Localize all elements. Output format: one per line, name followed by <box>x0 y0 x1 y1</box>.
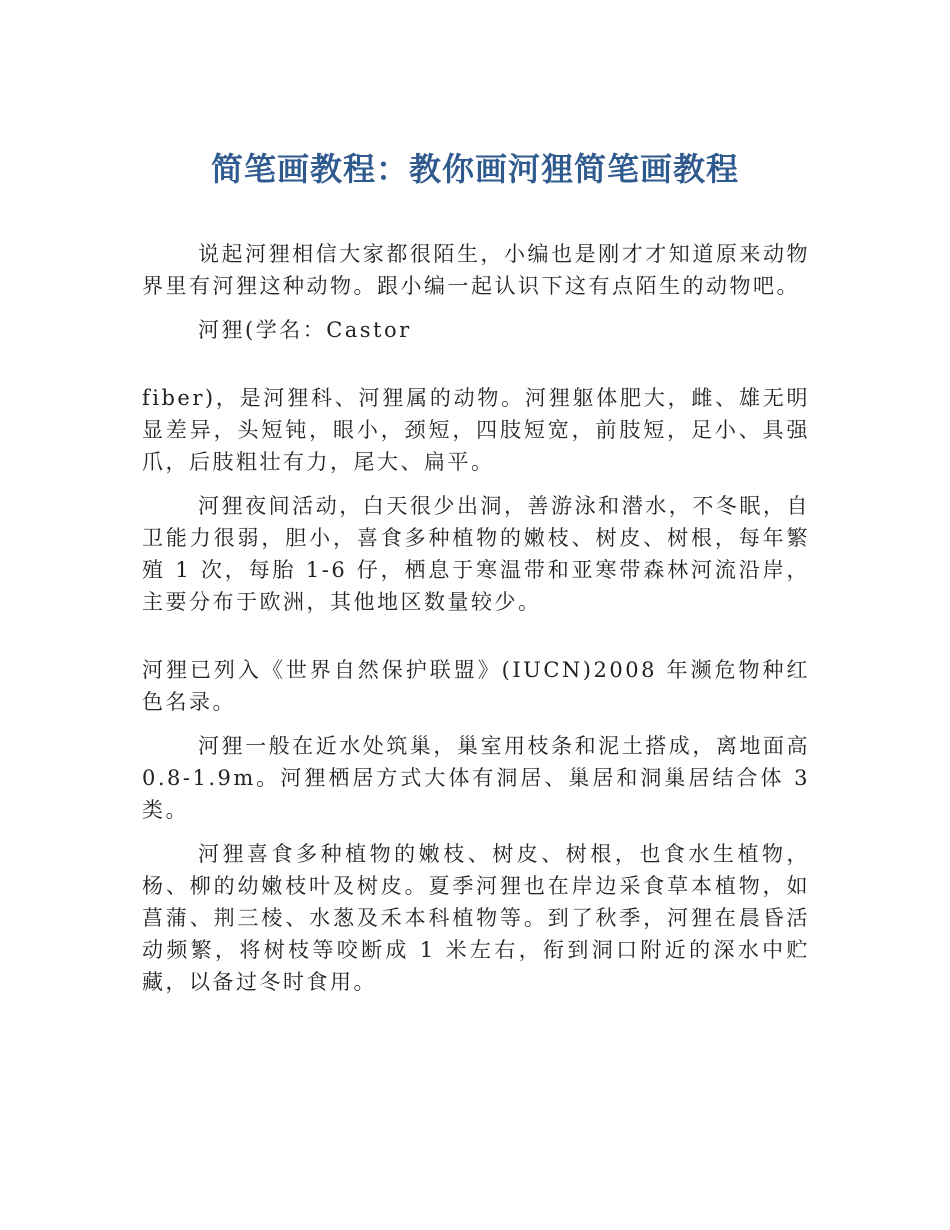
paragraph-iucn: 河狸已列入《世界自然保护联盟》(IUCN)2008 年濒危物种红色名录。 <box>142 658 810 714</box>
paragraph-habits: 河狸夜间活动，白天很少出洞，善游泳和潜水，不冬眠，自卫能力很弱，胆小，喜食多种植物的嫩枝、树皮、树根，每年繁殖 1 次，每胎 1-6 仔，栖息于寒温带和亚寒带森林河流沿岸，主要分布于欧洲，其他地区数量较少。 <box>142 494 810 614</box>
paragraph-intro: 说起河狸相信大家都很陌生，小编也是刚才才知道原来动物界里有河狸这种动物。跟小编一起认识下这有点陌生的动物吧。 <box>142 242 810 298</box>
document-body <box>142 238 810 1010</box>
paragraph-gap <box>142 358 810 382</box>
paragraph-diet: 河狸喜食多种植物的嫩枝、树皮、树根，也食水生植物，杨、柳的幼嫩枝叶及树皮。夏季河狸也在岸边采食草本植物，如菖蒲、荆三棱、水葱及禾本科植物等。到了秋季，河狸在晨昏活动频繁，将树枝等咬断成 1 米左右，衔到洞口附近的深水中贮藏，以备过冬时食用。 <box>142 842 810 994</box>
paragraph-gap <box>142 630 810 654</box>
paragraph-nesting: 河狸一般在近水处筑巢，巢室用枝条和泥土搭成，离地面高 0.8-1.9m。河狸栖居方式大体有洞居、巢居和洞巢居结合体 3 类。 <box>142 734 810 822</box>
paragraph-scientific-name: 河狸(学名：Castor <box>198 318 412 342</box>
page-title: 简笔画教程：教你画河狸简笔画教程 <box>210 150 739 188</box>
paragraph-description: fiber)，是河狸科、河狸属的动物。河狸躯体肥大，雌、雄无明显差异，头短钝，眼小，颈短，四肢短宽，前肢短，足小、具强爪，后肢粗壮有力，尾大、扁平。 <box>142 386 810 474</box>
